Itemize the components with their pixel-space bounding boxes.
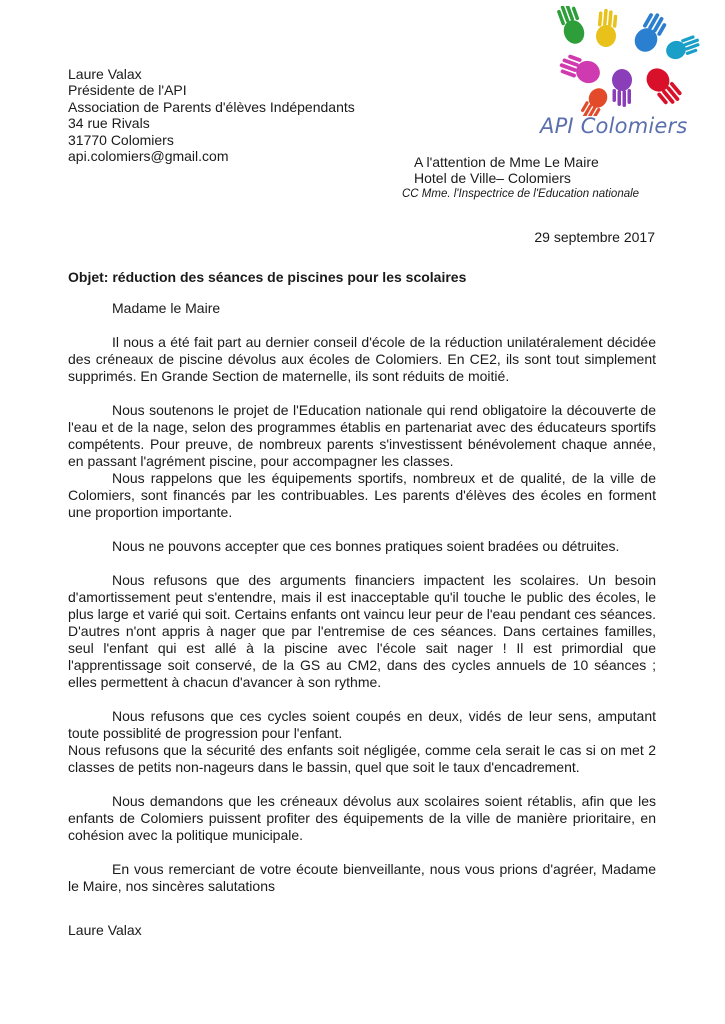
paragraph-2: Nous soutenons le projet de l'Education nationale qui rend obligatoire la découverte de l'eau et de la nage, selon des programmes établis en partenariat avec des éducateurs sportifs compétents. Pour preuve, de nombreux parents s'investissent bénévolement chaque année, en passant l'agrément piscine, pour accompagner les classes. xyxy=(68,402,656,469)
sender-street: 34 rue Rivals xyxy=(68,115,150,132)
paragraph-1: Il nous a été fait part au dernier conseil d'école de la réduction unilatéralement décidée des créneaux de piscine dévolus aux écoles de Colomiers. En CE2, ils sont tout simplement supprimés. En Grande Section de maternelle, ils sont réduits de moitié. xyxy=(68,334,656,384)
paragraph-4: Nous ne pouvons accepter que ces bonnes pratiques soient bradées ou détruites. xyxy=(112,538,620,554)
paragraph-6: Nous refusons que ces cycles soient coupés en deux, vidés de leur sens, amputant toute possiblité de progression pour l'enfant. xyxy=(68,708,656,741)
paragraph-7: Nous refusons que la sécurité des enfants soit négligée, comme cela serait le cas si on met 2 classes de petits non-nageurs dans le bassin, quel que soit le taux d'encadrement. xyxy=(68,742,656,775)
paragraph-5: Nous refusons que des arguments financiers impactent les scolaires. Un besoin d'amortissement peut s'entendre, mais il est inacceptable qu'il touche le public des écoles, le plus large et varié qui soit. Certains enfants ont vaincu leur peur de l'eau pendant ces séances. D'autres n'ont appris à nager que par l'entremise de ces séances. Dans certaines familles, seul l'enfant qui est allé à la piscine avec l'école sait nager ! Il est primordial que l'apprentissage soit conservé, de la GS au CM2, dans des cycles annuels de 10 séances ; elles permettent à chacun d'avancer à son rythme. xyxy=(68,572,656,690)
sender-city: 31770 Colomiers xyxy=(68,131,174,148)
paragraph-9: En vous remerciant de votre écoute bienveillante, nous vous prions d'agréer, Madame le Maire, nos sincères salutations xyxy=(68,861,656,894)
letter-subject: Objet: réduction des séances de piscines pour les scolaires xyxy=(68,269,467,285)
paragraph-8: Nous demandons que les créneaux dévolus aux scolaires soient rétablis, afin que les enfants de Colomiers puissent profiter des équipements de la ville de manière prioritaire, en cohésion avec la politique municipale. xyxy=(68,793,656,843)
signature: Laure Valax xyxy=(68,922,142,938)
colored-hands-icon xyxy=(526,6,706,116)
sender-address-block xyxy=(68,66,355,164)
recipient-block xyxy=(402,154,640,203)
salutation: Madame le Maire xyxy=(112,300,221,316)
sender-role: Présidente de l'API xyxy=(68,82,187,99)
sender-organization: Association de Parents d'élèves Indépendants xyxy=(68,98,355,115)
paragraph-3: Nous rappelons que les équipements sportifs, nombreux et de qualité, de la ville de Colomiers, sont financés par les contribuables. Les parents d'élèves des écoles en forment une proportion importante. xyxy=(68,470,656,520)
api-colomiers-logo xyxy=(526,6,706,140)
recipient-line-1: A l'attention de Mme Le Maire xyxy=(414,154,599,170)
logo-text: API Colomiers xyxy=(540,114,688,138)
letter-date: 29 septembre 2017 xyxy=(534,229,655,245)
sender-name: Laure Valax xyxy=(68,66,142,82)
sender-email: api.colomiers@gmail.com xyxy=(68,148,229,165)
recipient-cc: CC Mme. l'Inspectrice de l'Education nationale xyxy=(402,188,640,200)
recipient-line-2: Hotel de Ville– Colomiers xyxy=(414,169,571,186)
letter-body xyxy=(68,300,656,895)
